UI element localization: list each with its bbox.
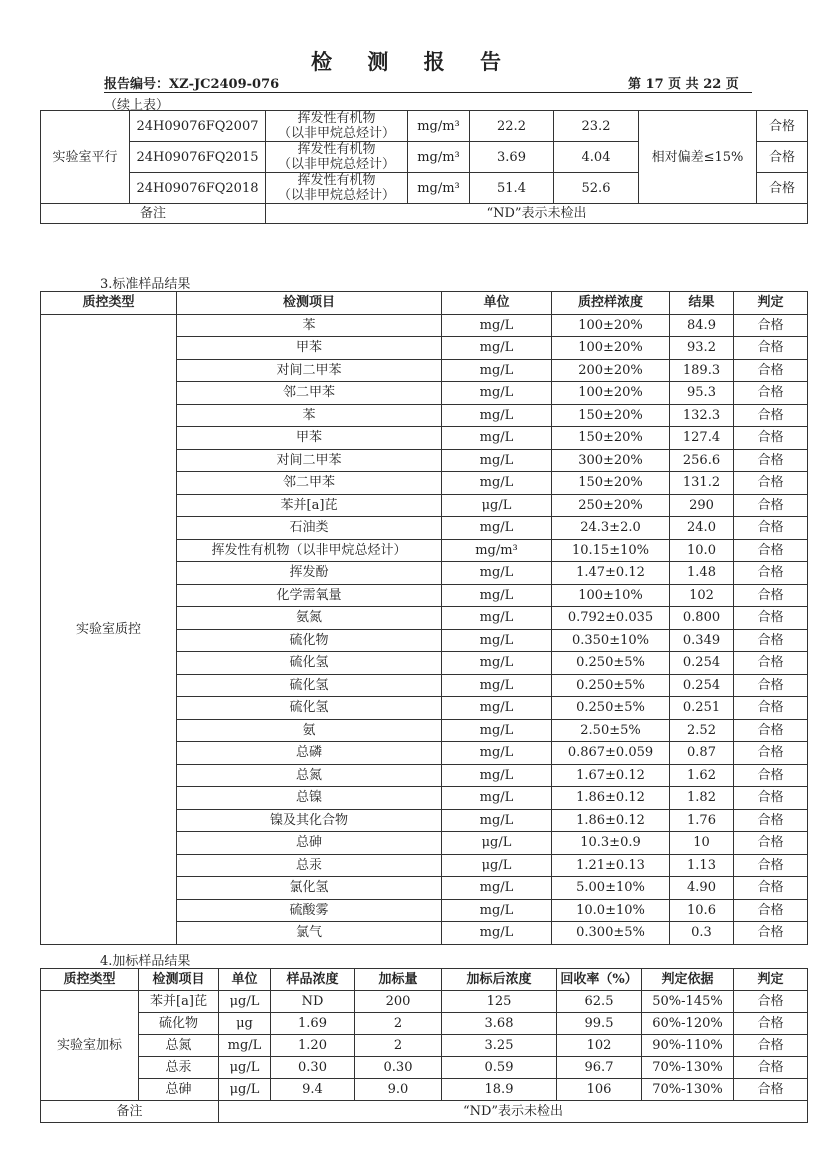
page-indicator: 第 17 页 共 22 页 [628, 77, 739, 92]
judgement-cell: 合格 [734, 854, 808, 877]
unit-cell: mg/L [442, 472, 552, 495]
unit-cell: mg/L [442, 562, 552, 585]
qc-concentration-cell: 100±10% [552, 584, 670, 607]
test-item-line: （以非甲烷总烃计） [277, 188, 395, 203]
value-cell: 3.69 [470, 142, 554, 173]
result-cell: 24.0 [670, 517, 734, 540]
judgement-cell: 合格 [734, 427, 808, 450]
report-title: 检 测 报 告 [311, 49, 515, 74]
qc-concentration-cell: 1.86±0.12 [552, 787, 670, 810]
column-header: 判定依据 [642, 969, 734, 991]
criterion-cell: 相对偏差≤15% [639, 111, 757, 204]
unit-cell: mg/L [442, 787, 552, 810]
value-cell: 52.6 [554, 173, 639, 204]
note-text: “ND”表示未检出 [219, 1101, 808, 1123]
column-header: 单位 [442, 292, 552, 315]
unit-cell: μg/L [442, 854, 552, 877]
unit-cell: mg/L [442, 742, 552, 765]
result-cell: 93.2 [670, 337, 734, 360]
result-cell: 0.349 [670, 629, 734, 652]
unit-cell: μg/L [442, 832, 552, 855]
unit-cell: mg/L [442, 382, 552, 405]
value-cell: 22.2 [470, 111, 554, 142]
qc-concentration-cell: 200±20% [552, 359, 670, 382]
qc-concentration-cell: 1.21±0.13 [552, 854, 670, 877]
judgement-cell: 合格 [734, 1057, 808, 1079]
parallel-table [40, 110, 808, 224]
result-cell: 1.76 [670, 809, 734, 832]
result-cell: 95.3 [670, 382, 734, 405]
post-spike-concentration-cell: 18.9 [442, 1079, 557, 1101]
test-item-cell: 硫酸雾 [177, 899, 442, 922]
unit-cell: mg/L [442, 607, 552, 630]
judgement-cell: 合格 [734, 991, 808, 1013]
judgement-cell: 合格 [734, 607, 808, 630]
sample-id-cell: 24H09076FQ2015 [130, 142, 266, 173]
column-header: 质控类型 [41, 969, 139, 991]
qc-concentration-cell: 1.86±0.12 [552, 809, 670, 832]
column-header: 加标后浓度 [442, 969, 557, 991]
table-row [41, 1035, 808, 1057]
test-item-cell: 挥发性有机物（以非甲烷总烃计） [177, 539, 442, 562]
result-cell: 290 [670, 494, 734, 517]
test-item-cell: 总汞 [139, 1057, 219, 1079]
result-cell: 189.3 [670, 359, 734, 382]
result-cell: 4.90 [670, 877, 734, 900]
table-row [41, 1057, 808, 1079]
test-item-cell: 甲苯 [177, 337, 442, 360]
result-cell: 256.6 [670, 449, 734, 472]
test-item-line: （以非甲烷总烃计） [277, 157, 395, 172]
qc-concentration-cell: 5.00±10% [552, 877, 670, 900]
unit-cell: μg/L [219, 1079, 271, 1101]
column-header: 结果 [670, 292, 734, 315]
unit-cell: mg/L [219, 1035, 271, 1057]
unit-cell: mg/L [442, 404, 552, 427]
judgement-cell: 合格 [734, 359, 808, 382]
judgement-cell: 合格 [734, 832, 808, 855]
qc-type-cell: 实验室加标 [41, 991, 139, 1101]
unit-cell: mg/m³ [442, 539, 552, 562]
test-item-cell: 硫化氢 [177, 674, 442, 697]
judgement-cell: 合格 [734, 1035, 808, 1057]
criterion-cell: 90%-110% [642, 1035, 734, 1057]
sample-concentration-cell: 9.4 [271, 1079, 355, 1101]
column-header: 判定 [734, 292, 808, 315]
test-item-cell: 苯 [177, 314, 442, 337]
spike-amount-cell: 0.30 [355, 1057, 442, 1079]
unit-cell: μg/L [219, 1057, 271, 1079]
test-item-line: （以非甲烷总烃计） [277, 126, 395, 141]
standard-sample-table [40, 291, 808, 945]
test-item-cell: 对间二甲苯 [177, 359, 442, 382]
test-item-cell: 硫化物 [139, 1013, 219, 1035]
note-label: 备注 [41, 204, 266, 224]
spike-amount-cell: 200 [355, 991, 442, 1013]
table-row [41, 1013, 808, 1035]
test-item-cell: 苯并[a]芘 [177, 494, 442, 517]
result-cell: 0.254 [670, 652, 734, 675]
judgement-cell: 合格 [734, 562, 808, 585]
judgement-cell: 合格 [734, 764, 808, 787]
spike-section-title: 4.加标样品结果 [100, 954, 191, 969]
unit-cell: μg/L [442, 494, 552, 517]
test-item-cell: 总磷 [177, 742, 442, 765]
qc-concentration-cell: 2.50±5% [552, 719, 670, 742]
unit-cell: mg/L [442, 809, 552, 832]
test-item-cell: 总镍 [177, 787, 442, 810]
test-item-line: 挥发性有机物 [297, 173, 376, 188]
test-item-cell: 氨 [177, 719, 442, 742]
test-item-cell: 总砷 [177, 832, 442, 855]
column-header: 判定 [734, 969, 808, 991]
test-item-cell: 氨氮 [177, 607, 442, 630]
unit-cell: mg/m³ [408, 142, 470, 173]
qc-concentration-cell: 0.867±0.059 [552, 742, 670, 765]
result-cell: 84.9 [670, 314, 734, 337]
judgement-cell: 合格 [734, 494, 808, 517]
result-cell: 1.48 [670, 562, 734, 585]
standard-section-title: 3.标准样品结果 [100, 277, 191, 292]
result-cell: 合格 [757, 111, 808, 142]
test-item-cell: 硫化氢 [177, 652, 442, 675]
judgement-cell: 合格 [734, 382, 808, 405]
recovery-cell: 99.5 [557, 1013, 642, 1035]
test-item-cell [266, 142, 408, 173]
column-header: 检测项目 [177, 292, 442, 315]
judgement-cell: 合格 [734, 1013, 808, 1035]
result-cell: 合格 [757, 142, 808, 173]
qc-concentration-cell: 100±20% [552, 337, 670, 360]
note-label: 备注 [41, 1101, 219, 1123]
judgement-cell: 合格 [734, 472, 808, 495]
unit-cell: mg/L [442, 359, 552, 382]
test-item-cell: 总氮 [139, 1035, 219, 1057]
qc-type-cell: 实验室质控 [41, 314, 177, 944]
unit-cell: mg/m³ [408, 173, 470, 204]
qc-concentration-cell: 0.250±5% [552, 697, 670, 720]
result-cell: 10.0 [670, 539, 734, 562]
report-number: 报告编号：XZ-JC2409-076 [104, 77, 280, 92]
sample-id-cell: 24H09076FQ2018 [130, 173, 266, 204]
test-item-cell: 甲苯 [177, 427, 442, 450]
judgement-cell: 合格 [734, 674, 808, 697]
judgement-cell: 合格 [734, 629, 808, 652]
result-cell: 1.62 [670, 764, 734, 787]
unit-cell: μg/L [219, 991, 271, 1013]
qc-concentration-cell: 24.3±2.0 [552, 517, 670, 540]
test-item-cell: 石油类 [177, 517, 442, 540]
result-cell: 102 [670, 584, 734, 607]
column-header: 检测项目 [139, 969, 219, 991]
header-divider [104, 92, 752, 93]
recovery-cell: 96.7 [557, 1057, 642, 1079]
qc-concentration-cell: 100±20% [552, 382, 670, 405]
result-cell: 1.13 [670, 854, 734, 877]
spike-amount-cell: 2 [355, 1013, 442, 1035]
post-spike-concentration-cell: 0.59 [442, 1057, 557, 1079]
unit-cell: mg/L [442, 427, 552, 450]
result-cell: 10.6 [670, 899, 734, 922]
table-row [41, 111, 808, 142]
test-item-cell: 镍及其化合物 [177, 809, 442, 832]
qc-concentration-cell: 300±20% [552, 449, 670, 472]
judgement-cell: 合格 [734, 539, 808, 562]
spike-amount-cell: 9.0 [355, 1079, 442, 1101]
judgement-cell: 合格 [734, 877, 808, 900]
unit-cell: mg/L [442, 449, 552, 472]
test-item-cell: 邻二甲苯 [177, 472, 442, 495]
qc-concentration-cell: 0.350±10% [552, 629, 670, 652]
test-item-cell: 对间二甲苯 [177, 449, 442, 472]
qc-concentration-cell: 150±20% [552, 404, 670, 427]
qc-concentration-cell: 0.300±5% [552, 922, 670, 945]
result-cell: 0.254 [670, 674, 734, 697]
unit-cell: mg/L [442, 629, 552, 652]
unit-cell: μg [219, 1013, 271, 1035]
judgement-cell: 合格 [734, 652, 808, 675]
unit-cell: mg/L [442, 314, 552, 337]
sample-id-cell: 24H09076FQ2007 [130, 111, 266, 142]
spike-amount-cell: 2 [355, 1035, 442, 1057]
sample-concentration-cell: 1.69 [271, 1013, 355, 1035]
unit-cell: mg/L [442, 674, 552, 697]
sample-concentration-cell: ND [271, 991, 355, 1013]
test-item-cell: 总氮 [177, 764, 442, 787]
unit-cell: mg/L [442, 652, 552, 675]
result-cell: 2.52 [670, 719, 734, 742]
unit-cell: mg/L [442, 922, 552, 945]
test-item-cell: 氯气 [177, 922, 442, 945]
recovery-cell: 62.5 [557, 991, 642, 1013]
judgement-cell: 合格 [734, 337, 808, 360]
judgement-cell: 合格 [734, 404, 808, 427]
criterion-cell: 70%-130% [642, 1057, 734, 1079]
judgement-cell: 合格 [734, 922, 808, 945]
note-text: “ND”表示未检出 [266, 204, 808, 224]
unit-cell: mg/L [442, 517, 552, 540]
test-item-cell: 硫化氢 [177, 697, 442, 720]
qc-concentration-cell: 0.792±0.035 [552, 607, 670, 630]
unit-cell: mg/L [442, 719, 552, 742]
qc-type-cell: 实验室平行 [41, 111, 130, 204]
table-row [41, 1079, 808, 1101]
test-item-cell: 苯并[a]芘 [139, 991, 219, 1013]
qc-concentration-cell: 10.3±0.9 [552, 832, 670, 855]
test-item-cell: 总砷 [139, 1079, 219, 1101]
qc-concentration-cell: 1.47±0.12 [552, 562, 670, 585]
judgement-cell: 合格 [734, 1079, 808, 1101]
column-header: 加标量 [355, 969, 442, 991]
result-cell: 132.3 [670, 404, 734, 427]
result-cell: 0.251 [670, 697, 734, 720]
note-row [41, 1101, 808, 1123]
recovery-cell: 102 [557, 1035, 642, 1057]
judgement-cell: 合格 [734, 584, 808, 607]
column-header: 回收率（%） [557, 969, 642, 991]
result-cell: 0.800 [670, 607, 734, 630]
result-cell: 0.3 [670, 922, 734, 945]
judgement-cell: 合格 [734, 314, 808, 337]
test-item-cell: 总汞 [177, 854, 442, 877]
unit-cell: mg/L [442, 697, 552, 720]
test-item-cell [266, 111, 408, 142]
criterion-cell: 70%-130% [642, 1079, 734, 1101]
qc-concentration-cell: 250±20% [552, 494, 670, 517]
result-cell: 131.2 [670, 472, 734, 495]
judgement-cell: 合格 [734, 517, 808, 540]
column-header: 单位 [219, 969, 271, 991]
unit-cell: mg/L [442, 877, 552, 900]
judgement-cell: 合格 [734, 697, 808, 720]
result-cell: 合格 [757, 173, 808, 204]
judgement-cell: 合格 [734, 899, 808, 922]
judgement-cell: 合格 [734, 742, 808, 765]
table-row [41, 314, 808, 337]
result-cell: 0.87 [670, 742, 734, 765]
judgement-cell: 合格 [734, 809, 808, 832]
qc-concentration-cell: 150±20% [552, 427, 670, 450]
result-cell: 127.4 [670, 427, 734, 450]
result-cell: 10 [670, 832, 734, 855]
qc-concentration-cell: 0.250±5% [552, 652, 670, 675]
test-item-cell: 苯 [177, 404, 442, 427]
qc-concentration-cell: 10.0±10% [552, 899, 670, 922]
test-item-cell: 硫化物 [177, 629, 442, 652]
criterion-cell: 60%-120% [642, 1013, 734, 1035]
judgement-cell: 合格 [734, 719, 808, 742]
table-row [41, 991, 808, 1013]
criterion-cell: 50%-145% [642, 991, 734, 1013]
judgement-cell: 合格 [734, 449, 808, 472]
recovery-cell: 106 [557, 1079, 642, 1101]
test-item-cell: 挥发酚 [177, 562, 442, 585]
unit-cell: mg/m³ [408, 111, 470, 142]
continued-label: （续上表） [104, 98, 170, 113]
note-row [41, 204, 808, 224]
test-item-cell: 化学需氧量 [177, 584, 442, 607]
unit-cell: mg/L [442, 337, 552, 360]
qc-concentration-cell: 1.67±0.12 [552, 764, 670, 787]
qc-concentration-cell: 150±20% [552, 472, 670, 495]
unit-cell: mg/L [442, 584, 552, 607]
test-item-line: 挥发性有机物 [297, 142, 376, 157]
test-item-cell: 邻二甲苯 [177, 382, 442, 405]
column-header: 质控类型 [41, 292, 177, 315]
unit-cell: mg/L [442, 764, 552, 787]
column-header: 质控样浓度 [552, 292, 670, 315]
post-spike-concentration-cell: 125 [442, 991, 557, 1013]
test-item-cell [266, 173, 408, 204]
qc-concentration-cell: 100±20% [552, 314, 670, 337]
result-cell: 1.82 [670, 787, 734, 810]
unit-cell: mg/L [442, 899, 552, 922]
test-item-line: 挥发性有机物 [297, 111, 376, 126]
sample-concentration-cell: 0.30 [271, 1057, 355, 1079]
test-item-cell: 氯化氢 [177, 877, 442, 900]
value-cell: 4.04 [554, 142, 639, 173]
qc-concentration-cell: 10.15±10% [552, 539, 670, 562]
column-header: 样品浓度 [271, 969, 355, 991]
judgement-cell: 合格 [734, 787, 808, 810]
spike-sample-table [40, 968, 808, 1123]
value-cell: 51.4 [470, 173, 554, 204]
post-spike-concentration-cell: 3.25 [442, 1035, 557, 1057]
sample-concentration-cell: 1.20 [271, 1035, 355, 1057]
post-spike-concentration-cell: 3.68 [442, 1013, 557, 1035]
qc-concentration-cell: 0.250±5% [552, 674, 670, 697]
value-cell: 23.2 [554, 111, 639, 142]
